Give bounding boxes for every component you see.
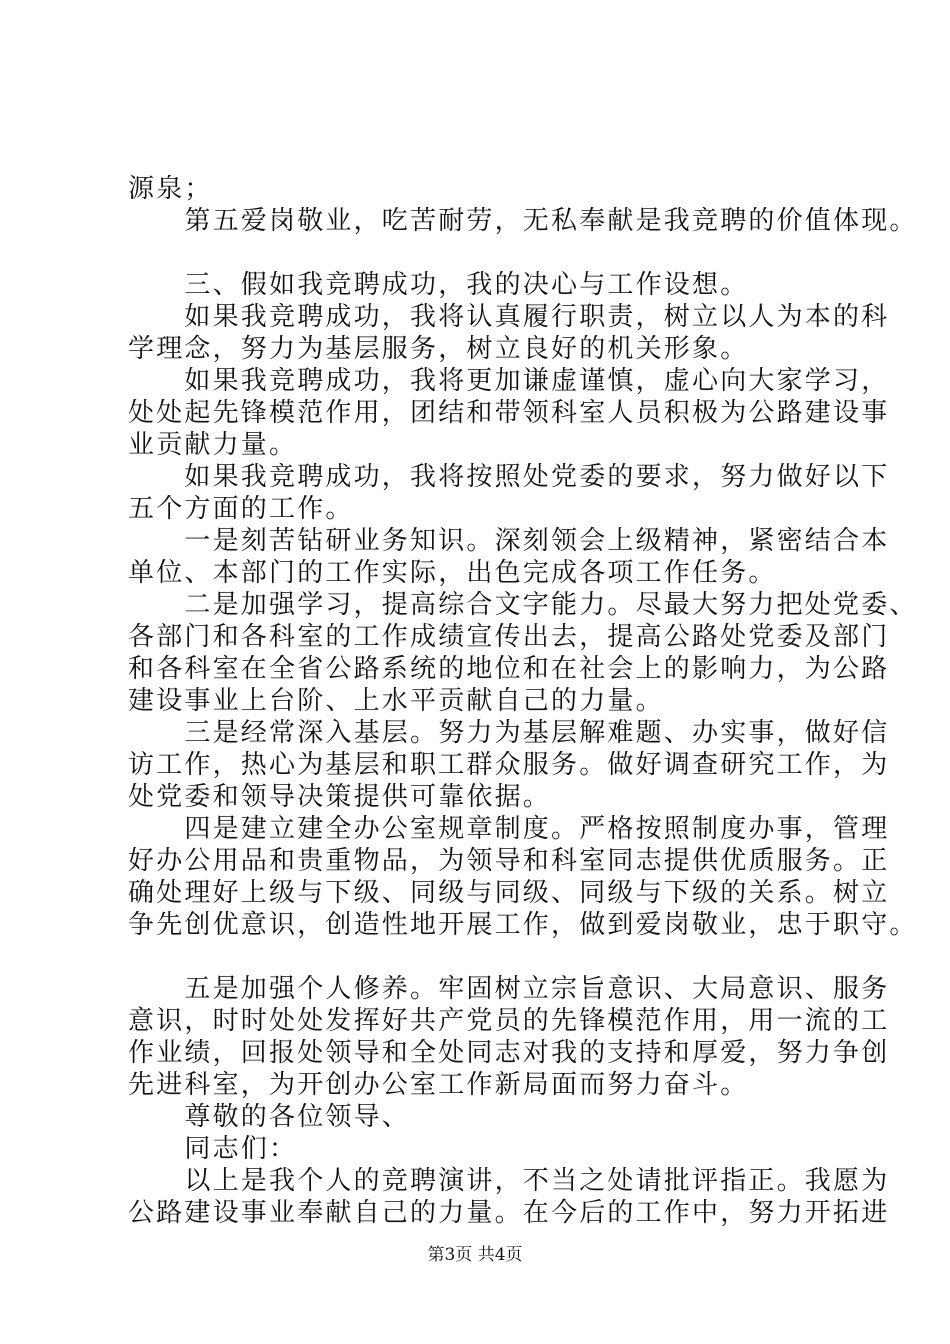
text-line: 二是加强学习，提高综合文字能力。尽最大努力把处党委、 — [128, 590, 918, 620]
text-line: 源泉； — [128, 174, 213, 204]
document-body — [128, 173, 918, 1229]
text-line: 学理念，努力为基层服务，树立良好的机关形象。 — [128, 334, 749, 364]
text-line: 建设事业上台阶、上水平贡献自己的力量。 — [128, 686, 664, 716]
salutation-line: 尊敬的各位领导、 — [128, 1102, 411, 1132]
text-line: 如果我竞聘成功，我将更加谦虚谨慎，虚心向大家学习， — [128, 366, 890, 396]
text-line: 公路建设事业奉献自己的力量。在今后的工作中，努力开拓进 — [128, 1198, 890, 1228]
text-line: 先进科室，为开创办公室工作新局面而努力奋斗。 — [128, 1070, 749, 1100]
text-line: 处处起先锋模范作用，团结和带领科室人员积极为公路建设事 — [128, 398, 890, 428]
text-line: 确处理好上级与下级、同级与同级、同级与下级的关系。树立 — [128, 878, 890, 908]
text-line: 一是刻苦钻研业务知识。深刻领会上级精神，紧密结合本 — [128, 526, 890, 556]
text-line: 作业绩，回报处领导和全处同志对我的支持和厚爱，努力争创 — [128, 1038, 890, 1068]
text-line: 和各科室在全省公路系统的地位和在社会上的影响力，为公路 — [128, 654, 890, 684]
page-number-footer: 第3页 共4页 — [427, 1245, 523, 1265]
blank-line — [128, 237, 858, 269]
blank-line — [128, 941, 858, 973]
text-line: 如果我竞聘成功，我将认真履行职责，树立以人为本的科 — [128, 302, 890, 332]
text-line: 好办公用品和贵重物品，为领导和科室同志提供优质服务。正 — [128, 846, 890, 876]
text-line: 以上是我个人的竞聘演讲，不当之处请批评指正。我愿为 — [128, 1166, 890, 1196]
section-heading: 三、假如我竞聘成功，我的决心与工作设想。 — [128, 270, 749, 300]
text-line: 第五爱岗敬业，吃苦耐劳，无私奉献是我竞聘的价值体现。 — [128, 206, 918, 236]
text-line: 如果我竞聘成功，我将按照处党委的要求，努力做好以下 — [128, 462, 890, 492]
text-line: 意识，时时处处发挥好共产党员的先锋模范作用，用一流的工 — [128, 1006, 890, 1036]
text-line: 三是经常深入基层。努力为基层解难题、办实事，做好信 — [128, 718, 890, 748]
text-line: 业贡献力量。 — [128, 430, 298, 460]
salutation-line: 同志们： — [128, 1134, 298, 1164]
text-line: 四是建立建全办公室规章制度。严格按照制度办事，管理 — [128, 814, 890, 844]
text-line: 访工作，热心为基层和职工群众服务。做好调查研究工作，为 — [128, 750, 890, 780]
text-line: 各部门和各科室的工作成绩宣传出去，提高公路处党委及部门 — [128, 622, 890, 652]
text-line: 处党委和领导决策提供可靠依据。 — [128, 782, 552, 812]
text-line: 单位、本部门的工作实际，出色完成各项工作任务。 — [128, 558, 777, 588]
text-line: 五是加强个人修养。牢固树立宗旨意识、大局意识、服务 — [128, 974, 890, 1004]
text-line: 五个方面的工作。 — [128, 494, 354, 524]
text-line: 争先创优意识，创造性地开展工作，做到爱岗敬业，忠于职守。 — [128, 910, 918, 940]
